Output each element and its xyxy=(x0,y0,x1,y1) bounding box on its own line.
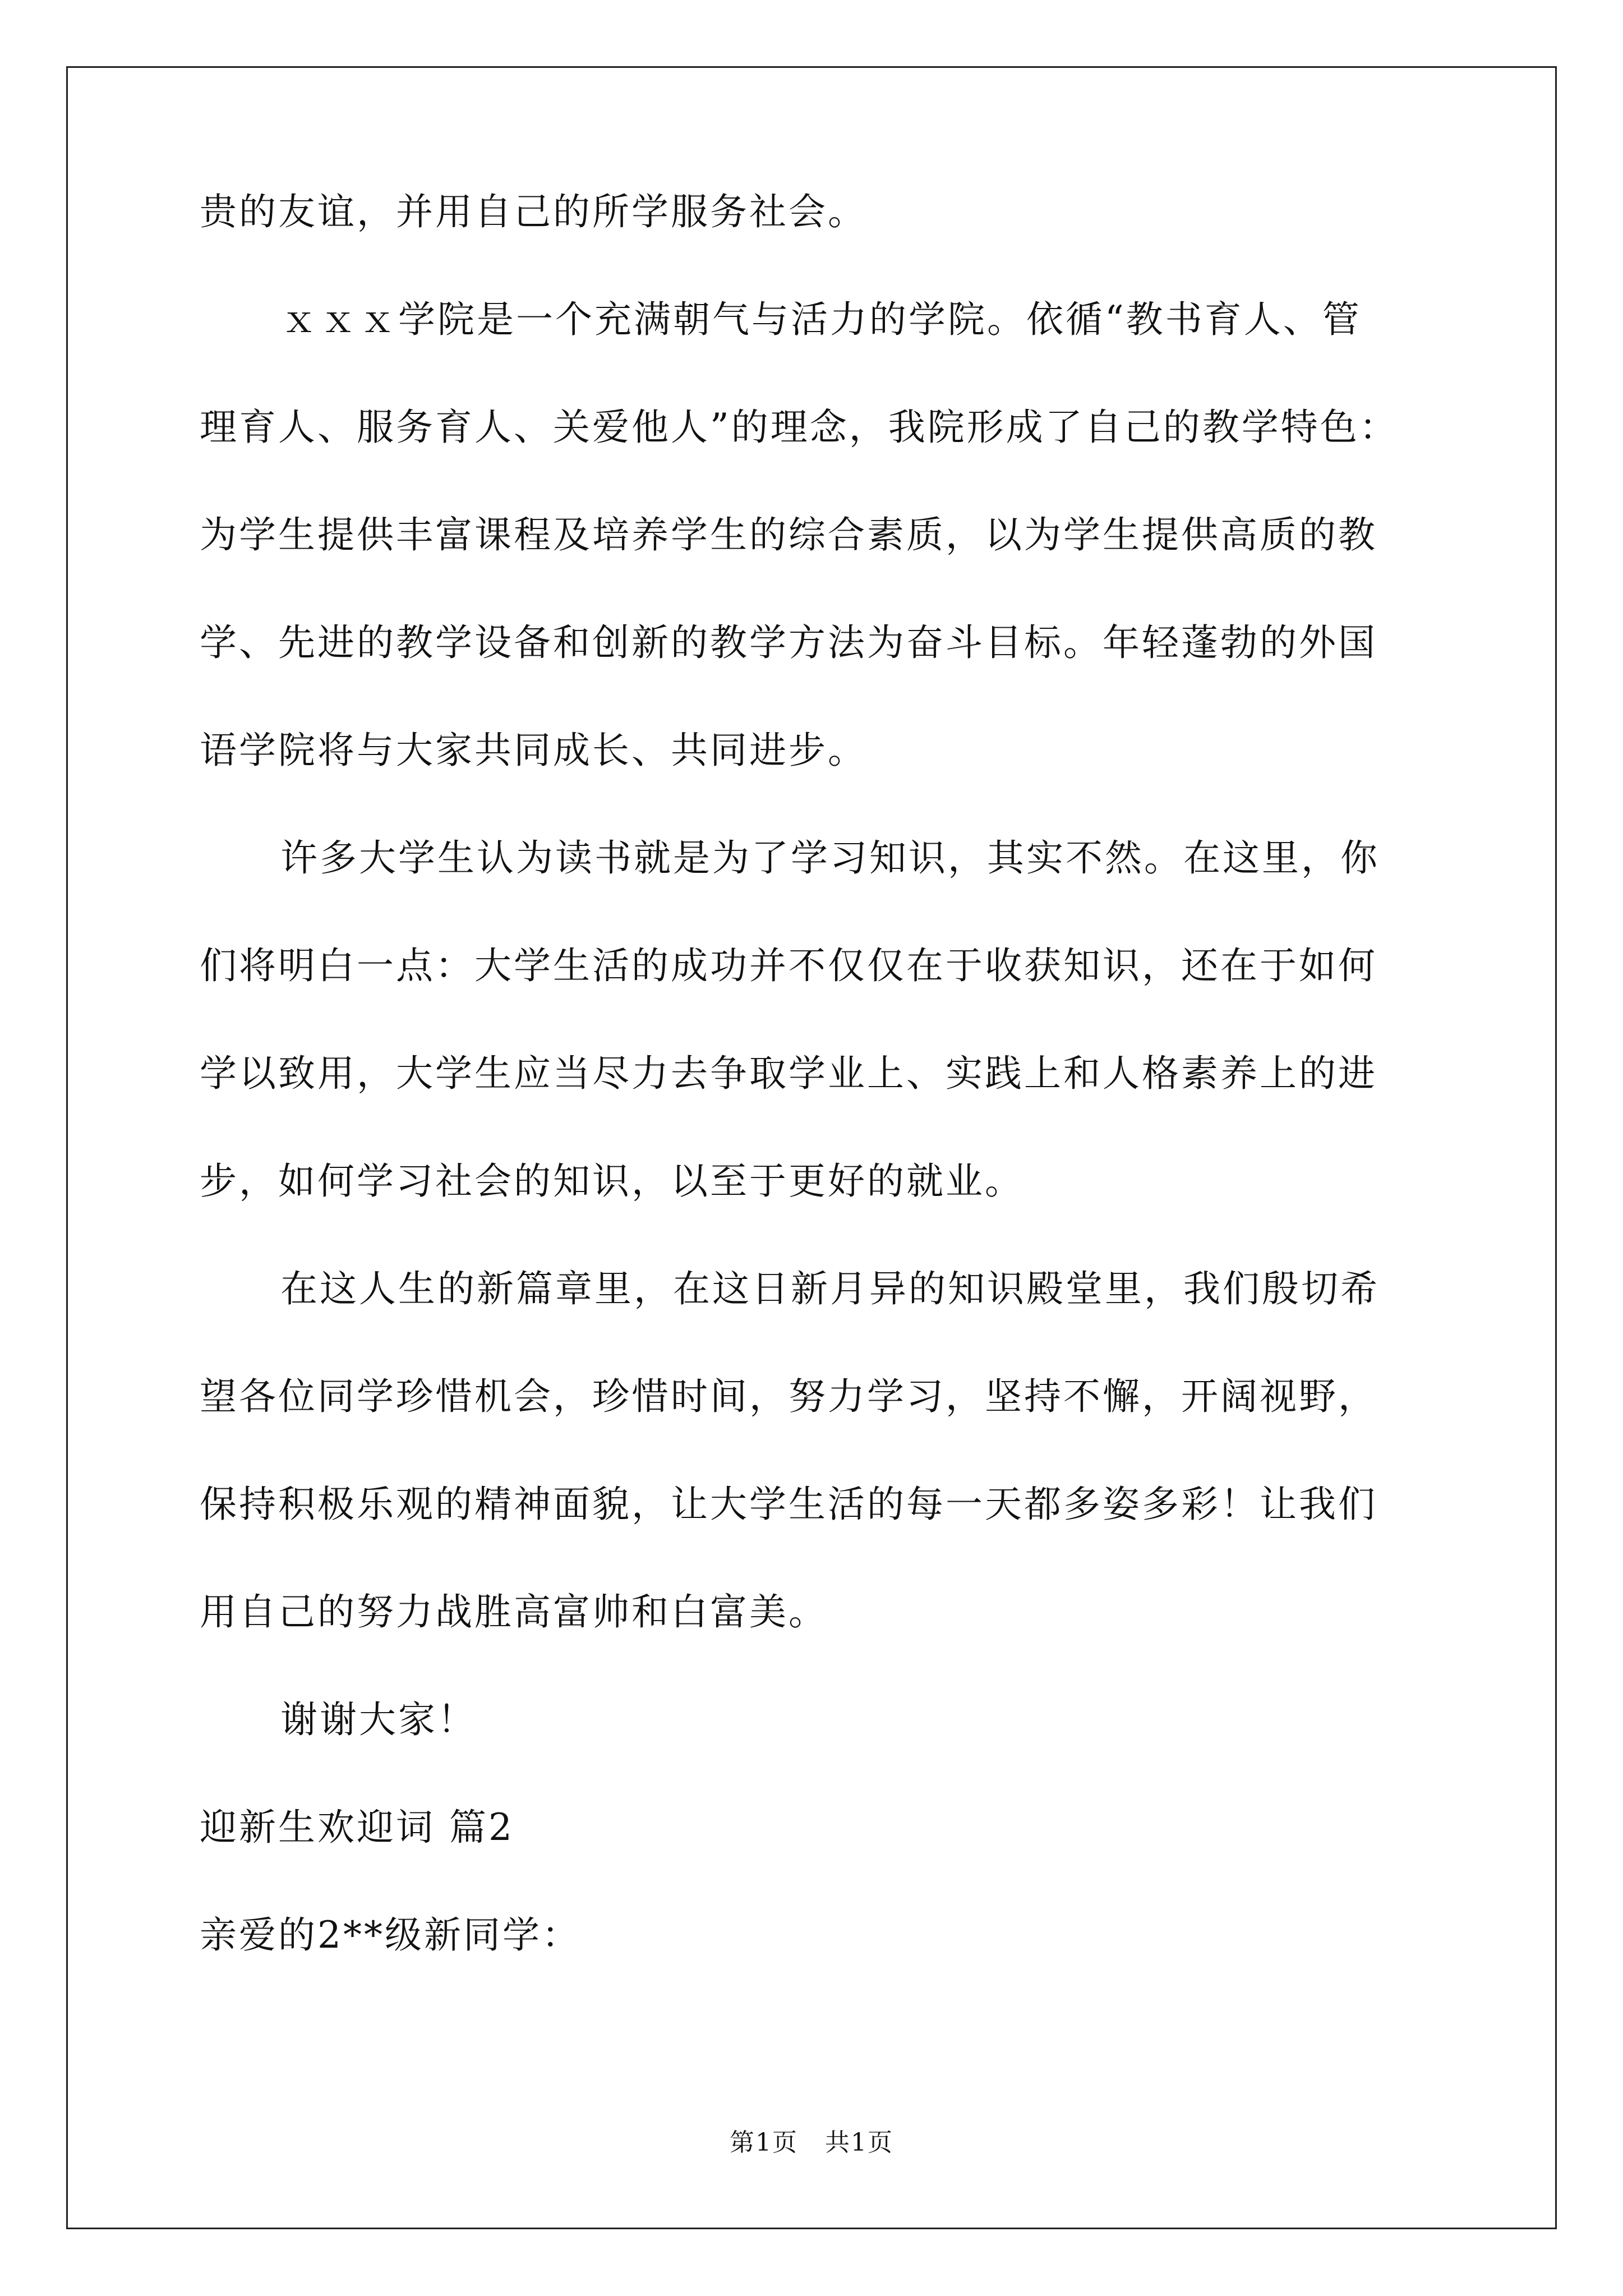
text-line: 理育人、服务育人、关爱他人”的理念，我院形成了自己的教学特色： xyxy=(200,406,1399,449)
closing-line: 谢谢大家！ xyxy=(280,1698,477,1741)
text-line: 望各位同学珍惜机会，珍惜时间，努力学习，坚持不懈，开阔视野， xyxy=(200,1375,1377,1418)
text-line: 学、先进的教学设备和创新的教学方法为奋斗目标。年轻蓬勃的外国 xyxy=(200,621,1377,664)
text-line: 们将明白一点：大学生活的成功并不仅仅在于收获知识，还在于如何 xyxy=(200,944,1377,987)
text-line: 步，如何学习社会的知识，以至于更好的就业。 xyxy=(200,1159,1024,1203)
page-footer xyxy=(0,2126,1623,2160)
page-number: 第1页 xyxy=(730,2128,798,2157)
text-line: 保持积极乐观的精神面貌，让大学生活的每一天都多姿多彩！让我们 xyxy=(200,1483,1377,1526)
text-line: 用自己的努力战胜高富帅和白富美。 xyxy=(200,1590,828,1634)
text-line: 为学生提供丰富课程及培养学生的综合素质，以为学生提供高质的教 xyxy=(200,513,1377,556)
text-line: 在这人生的新篇章里，在这日新月异的知识殿堂里，我们殷切希 xyxy=(280,1267,1380,1310)
text-line: 学以致用，大学生应当尽力去争取学业上、实践上和人格素养上的进 xyxy=(200,1052,1377,1095)
text-line: 语学院将与大家共同成长、共同进步。 xyxy=(200,729,867,772)
text-line: ｘｘｘ学院是一个充满朝气与活力的学院。依循“教书育人、管 xyxy=(280,298,1362,341)
section-heading: 迎新生欢迎词 篇2 xyxy=(200,1806,514,1849)
text-line: 贵的友谊，并用自己的所学服务社会。 xyxy=(200,190,867,233)
text-line: 许多大学生认为读书就是为了学习知识，其实不然。在这里，你 xyxy=(280,836,1380,880)
salutation-line: 亲爱的2**级新同学： xyxy=(200,1913,581,1957)
document-body xyxy=(200,185,1467,2016)
page-total: 共1页 xyxy=(825,2128,893,2157)
